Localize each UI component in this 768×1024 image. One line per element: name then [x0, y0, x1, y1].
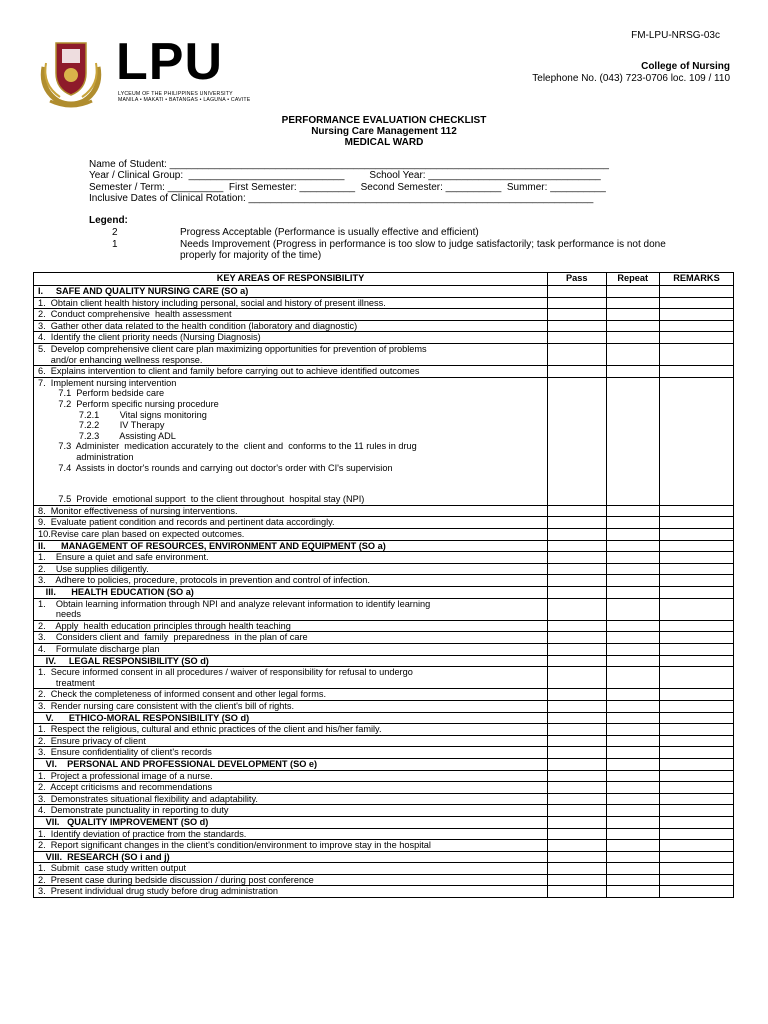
- table-row: [34, 747, 734, 759]
- section-title: I. SAFE AND QUALITY NURSING CARE (SO a): [34, 286, 548, 298]
- criterion-text: 3. Render nursing care consistent with the client's bill of rights.: [34, 700, 548, 712]
- table-row: [34, 700, 734, 712]
- pass-cell[interactable]: [547, 632, 606, 644]
- table-row: [34, 575, 734, 587]
- table-row: [34, 793, 734, 805]
- pass-cell[interactable]: [547, 540, 606, 552]
- pass-cell[interactable]: [547, 805, 606, 817]
- repeat-cell[interactable]: [606, 816, 659, 828]
- column-header-repeat: Repeat: [606, 273, 659, 286]
- table-row: [34, 529, 734, 541]
- remarks-cell[interactable]: [659, 724, 733, 736]
- remarks-cell[interactable]: [659, 332, 733, 344]
- table-row: [34, 366, 734, 378]
- table-header-row: [34, 273, 734, 286]
- repeat-cell[interactable]: [606, 563, 659, 575]
- course-title: Nursing Care Management 112: [311, 126, 457, 137]
- table-row: [34, 644, 734, 656]
- section-title: II. MANAGEMENT OF RESOURCES, ENVIRONMENT AND EQUIPMENT (SO a): [34, 540, 548, 552]
- criterion-text: 2. Report significant changes in the client's condition/environment to improve stay in the hospital: [34, 840, 548, 852]
- criterion-text: 3. Demonstrates situational flexibility and adaptability.: [34, 793, 548, 805]
- pass-cell[interactable]: [547, 735, 606, 747]
- table-row: [34, 552, 734, 564]
- repeat-cell[interactable]: [606, 805, 659, 817]
- remarks-cell[interactable]: [659, 505, 733, 517]
- remarks-cell[interactable]: [659, 655, 733, 667]
- pass-cell[interactable]: [547, 793, 606, 805]
- table-row: [34, 332, 734, 344]
- document-title: PERFORMANCE EVALUATION CHECKLIST: [281, 115, 487, 126]
- section-title: V. ETHICO-MORAL RESPONSIBILITY (SO d): [34, 712, 548, 724]
- remarks-cell[interactable]: [659, 366, 733, 378]
- section-title: III. HEALTH EDUCATION (SO a): [34, 587, 548, 599]
- column-header-key-areas: KEY AREAS OF RESPONSIBILITY: [34, 273, 548, 286]
- criterion-text: 3. Present individual drug study before drug administration: [34, 886, 548, 898]
- remarks-cell[interactable]: [659, 286, 733, 298]
- repeat-cell[interactable]: [606, 332, 659, 344]
- section-title: IV. LEGAL RESPONSIBILITY (SO d): [34, 655, 548, 667]
- table-row: [34, 598, 734, 620]
- criterion-text: 2. Accept criticisms and recommendations: [34, 782, 548, 794]
- section-header-row: [34, 851, 734, 863]
- remarks-cell[interactable]: [659, 735, 733, 747]
- repeat-cell[interactable]: [606, 700, 659, 712]
- section-header-row: [34, 655, 734, 667]
- criterion-text: 4. Identify the client priority needs (Nursing Diagnosis): [34, 332, 548, 344]
- pass-cell[interactable]: [547, 575, 606, 587]
- ward-title: MEDICAL WARD: [344, 137, 424, 148]
- remarks-cell[interactable]: [659, 816, 733, 828]
- criterion-text: 2. Conduct comprehensive health assessment: [34, 309, 548, 321]
- section-title: VI. PERSONAL AND PROFESSIONAL DEVELOPMENT (SO e): [34, 758, 548, 770]
- remarks-cell[interactable]: [659, 874, 733, 886]
- pass-cell[interactable]: [547, 863, 606, 875]
- criterion-text: 3. Gather other data related to the health condition (laboratory and diagnostic): [34, 320, 548, 332]
- criterion-text: 1. Respect the religious, cultural and ethnic practices of the client and his/her family.: [34, 724, 548, 736]
- repeat-cell[interactable]: [606, 758, 659, 770]
- criterion-text: 1. Identify deviation of practice from the standards.: [34, 828, 548, 840]
- column-header-remarks: REMARKS: [659, 273, 733, 286]
- pass-cell[interactable]: [547, 758, 606, 770]
- criterion-text: 2. Use supplies diligently.: [34, 563, 548, 575]
- year-group-field[interactable]: Year / Clinical Group: ____________________________ School Year: _______________________________: [89, 170, 601, 181]
- pass-cell[interactable]: [547, 840, 606, 852]
- pass-cell[interactable]: [547, 828, 606, 840]
- remarks-cell[interactable]: [659, 840, 733, 852]
- legend-text: Progress Acceptable (Performance is usually effective and efficient): [180, 227, 479, 238]
- remarks-cell[interactable]: [659, 793, 733, 805]
- lpu-logo-text: LPU: [116, 33, 223, 91]
- remarks-cell[interactable]: [659, 667, 733, 689]
- criterion-text: 1. Obtain learning information through NPI and analyze relevant information to identify learning needs: [34, 598, 548, 620]
- repeat-cell[interactable]: [606, 343, 659, 365]
- table-row: [34, 770, 734, 782]
- repeat-cell[interactable]: [606, 309, 659, 321]
- repeat-cell[interactable]: [606, 540, 659, 552]
- criterion-text: 2. Present case during bedside discussion / during post conference: [34, 874, 548, 886]
- pass-cell[interactable]: [547, 886, 606, 898]
- section-header-row: [34, 587, 734, 599]
- table-row: [34, 735, 734, 747]
- repeat-cell[interactable]: [606, 667, 659, 689]
- pass-cell[interactable]: [547, 598, 606, 620]
- table-row: [34, 517, 734, 529]
- table-row: [34, 377, 734, 505]
- repeat-cell[interactable]: [606, 735, 659, 747]
- repeat-cell[interactable]: [606, 587, 659, 599]
- repeat-cell[interactable]: [606, 286, 659, 298]
- remarks-cell[interactable]: [659, 758, 733, 770]
- remarks-cell[interactable]: [659, 587, 733, 599]
- telephone-number: Telephone No. (043) 723-0706 loc. 109 / 110: [532, 73, 730, 84]
- campus-list: MANILA • MAKATI • BATANGAS • LAGUNA • CAVITE: [118, 97, 251, 103]
- table-row: [34, 689, 734, 701]
- table-row: [34, 632, 734, 644]
- criterion-text: 2. Apply health education principles through health teaching: [34, 620, 548, 632]
- legend-text: Needs Improvement (Progress in performance is too slow to judge satisfactorily; task performance is not done properly for majority of the time): [180, 239, 666, 261]
- remarks-cell[interactable]: [659, 863, 733, 875]
- remarks-cell[interactable]: [659, 540, 733, 552]
- repeat-cell[interactable]: [606, 598, 659, 620]
- repeat-cell[interactable]: [606, 529, 659, 541]
- criterion-text: 6. Explains intervention to client and family before carrying out to achieve identified outcomes: [34, 366, 548, 378]
- remarks-cell[interactable]: [659, 700, 733, 712]
- criterion-text: 5. Develop comprehensive client care plan maximizing opportunities for prevention of problems and/or enhancing wellness response.: [34, 343, 548, 365]
- remarks-cell[interactable]: [659, 377, 733, 505]
- college-name: College of Nursing: [641, 61, 730, 72]
- table-row: [34, 297, 734, 309]
- criterion-text: 8. Monitor effectiveness of nursing interventions.: [34, 505, 548, 517]
- pass-cell[interactable]: [547, 689, 606, 701]
- legend-number: 2: [112, 227, 118, 238]
- remarks-cell[interactable]: [659, 529, 733, 541]
- remarks-cell[interactable]: [659, 517, 733, 529]
- repeat-cell[interactable]: [606, 828, 659, 840]
- pass-cell[interactable]: [547, 377, 606, 505]
- remarks-cell[interactable]: [659, 886, 733, 898]
- criterion-text: 2. Ensure privacy of client: [34, 735, 548, 747]
- repeat-cell[interactable]: [606, 644, 659, 656]
- repeat-cell[interactable]: [606, 851, 659, 863]
- pass-cell[interactable]: [547, 644, 606, 656]
- pass-cell[interactable]: [547, 517, 606, 529]
- remarks-cell[interactable]: [659, 297, 733, 309]
- section-title: VIII. RESEARCH (SO i and j): [34, 851, 548, 863]
- table-row: [34, 563, 734, 575]
- repeat-cell[interactable]: [606, 863, 659, 875]
- pass-cell[interactable]: [547, 667, 606, 689]
- repeat-cell[interactable]: [606, 689, 659, 701]
- repeat-cell[interactable]: [606, 320, 659, 332]
- table-row: [34, 724, 734, 736]
- pass-cell[interactable]: [547, 320, 606, 332]
- pass-cell[interactable]: [547, 563, 606, 575]
- rotation-dates-field[interactable]: Inclusive Dates of Clinical Rotation: ______________________________________________________________: [89, 193, 594, 204]
- evaluation-checklist-table: [33, 272, 734, 898]
- legend-label: Legend:: [89, 215, 128, 226]
- repeat-cell[interactable]: [606, 655, 659, 667]
- repeat-cell[interactable]: [606, 505, 659, 517]
- remarks-cell[interactable]: [659, 644, 733, 656]
- pass-cell[interactable]: [547, 655, 606, 667]
- criterion-text: 4. Demonstrate punctuality in reporting to duty: [34, 805, 548, 817]
- repeat-cell[interactable]: [606, 632, 659, 644]
- section-header-row: [34, 816, 734, 828]
- repeat-cell[interactable]: [606, 712, 659, 724]
- pass-cell[interactable]: [547, 343, 606, 365]
- table-row: [34, 886, 734, 898]
- table-row: [34, 667, 734, 689]
- section-header-row: [34, 712, 734, 724]
- repeat-cell[interactable]: [606, 840, 659, 852]
- pass-cell[interactable]: [547, 332, 606, 344]
- remarks-cell[interactable]: [659, 770, 733, 782]
- pass-cell[interactable]: [547, 851, 606, 863]
- remarks-cell[interactable]: [659, 828, 733, 840]
- section-header-row: [34, 286, 734, 298]
- table-row: [34, 828, 734, 840]
- remarks-cell[interactable]: [659, 747, 733, 759]
- legend-number: 1: [112, 239, 118, 250]
- remarks-cell[interactable]: [659, 563, 733, 575]
- remarks-cell[interactable]: [659, 309, 733, 321]
- criterion-text: 7. Implement nursing intervention 7.1 Perform bedside care 7.2 Perform specific nursing procedure 7.2.1 Vital signs monitoring 7.2.2 IV Therapy 7.2.3 Assisting ADL 7.3 Administer medication accurately to the client and conforms to the 11 rules in drug administration 7.4 Assists in doctor's rounds and carrying out doctor's order with CI's supervision 7.5 Provide emotional support to the client throughout hospital stay (NPI): [34, 377, 548, 505]
- repeat-cell[interactable]: [606, 517, 659, 529]
- repeat-cell[interactable]: [606, 377, 659, 505]
- student-name-field[interactable]: Name of Student: _______________________________________________________________________________: [89, 159, 609, 170]
- university-name: LYCEUM OF THE PHILIPPINES UNIVERSITY: [118, 91, 233, 97]
- repeat-cell[interactable]: [606, 552, 659, 564]
- section-header-row: [34, 758, 734, 770]
- pass-cell[interactable]: [547, 286, 606, 298]
- repeat-cell[interactable]: [606, 770, 659, 782]
- table-row: [34, 863, 734, 875]
- remarks-cell[interactable]: [659, 598, 733, 620]
- remarks-cell[interactable]: [659, 552, 733, 564]
- pass-cell[interactable]: [547, 297, 606, 309]
- pass-cell[interactable]: [547, 700, 606, 712]
- criterion-text: 10.Revise care plan based on expected outcomes.: [34, 529, 548, 541]
- remarks-cell[interactable]: [659, 805, 733, 817]
- remarks-cell[interactable]: [659, 343, 733, 365]
- pass-cell[interactable]: [547, 366, 606, 378]
- pass-cell[interactable]: [547, 505, 606, 517]
- form-code: FM-LPU-NRSG-03c: [631, 30, 720, 41]
- criterion-text: 1. Obtain client health history including personal, social and history of present illness.: [34, 297, 548, 309]
- table-row: [34, 782, 734, 794]
- criterion-text: 9. Evaluate patient condition and records and pertinent data accordingly.: [34, 517, 548, 529]
- table-row: [34, 620, 734, 632]
- table-row: [34, 343, 734, 365]
- remarks-cell[interactable]: [659, 782, 733, 794]
- pass-cell[interactable]: [547, 587, 606, 599]
- table-row: [34, 320, 734, 332]
- repeat-cell[interactable]: [606, 747, 659, 759]
- pass-cell[interactable]: [547, 782, 606, 794]
- repeat-cell[interactable]: [606, 620, 659, 632]
- repeat-cell[interactable]: [606, 724, 659, 736]
- remarks-cell[interactable]: [659, 320, 733, 332]
- pass-cell[interactable]: [547, 874, 606, 886]
- criterion-text: 4. Formulate discharge plan: [34, 644, 548, 656]
- column-header-pass: Pass: [547, 273, 606, 286]
- criterion-text: 1. Secure informed consent in all procedures / waiver of responsibility for refusal to undergo treatment: [34, 667, 548, 689]
- remarks-cell[interactable]: [659, 620, 733, 632]
- section-title: VII. QUALITY IMPROVEMENT (SO d): [34, 816, 548, 828]
- pass-cell[interactable]: [547, 747, 606, 759]
- criterion-text: 1. Project a professional image of a nurse.: [34, 770, 548, 782]
- criterion-text: 3. Considers client and family preparedness in the plan of care: [34, 632, 548, 644]
- remarks-cell[interactable]: [659, 632, 733, 644]
- criterion-text: 1. Ensure a quiet and safe environment.: [34, 552, 548, 564]
- pass-cell[interactable]: [547, 770, 606, 782]
- criterion-text: 3. Ensure confidentiality of client's records: [34, 747, 548, 759]
- table-row: [34, 840, 734, 852]
- criterion-text: 1. Submit case study written output: [34, 863, 548, 875]
- repeat-cell[interactable]: [606, 782, 659, 794]
- repeat-cell[interactable]: [606, 297, 659, 309]
- criterion-text: 2. Check the completeness of informed consent and other legal forms.: [34, 689, 548, 701]
- section-header-row: [34, 540, 734, 552]
- pass-cell[interactable]: [547, 724, 606, 736]
- repeat-cell[interactable]: [606, 366, 659, 378]
- remarks-cell[interactable]: [659, 851, 733, 863]
- table-row: [34, 874, 734, 886]
- pass-cell[interactable]: [547, 309, 606, 321]
- pass-cell[interactable]: [547, 620, 606, 632]
- repeat-cell[interactable]: [606, 793, 659, 805]
- remarks-cell[interactable]: [659, 712, 733, 724]
- table-row: [34, 805, 734, 817]
- table-row: [34, 309, 734, 321]
- pass-cell[interactable]: [547, 712, 606, 724]
- pass-cell[interactable]: [547, 816, 606, 828]
- table-row: [34, 505, 734, 517]
- semester-field[interactable]: Semester / Term: __________ First Semester: __________ Second Semester: __________ Summer: __________: [89, 182, 606, 193]
- criterion-text: 3. Adhere to policies, procedure, protocols in prevention and control of infection.: [34, 575, 548, 587]
- pass-cell[interactable]: [547, 529, 606, 541]
- repeat-cell[interactable]: [606, 874, 659, 886]
- repeat-cell[interactable]: [606, 886, 659, 898]
- pass-cell[interactable]: [547, 552, 606, 564]
- lpu-seal-logo: [36, 37, 106, 109]
- remarks-cell[interactable]: [659, 575, 733, 587]
- remarks-cell[interactable]: [659, 689, 733, 701]
- repeat-cell[interactable]: [606, 575, 659, 587]
